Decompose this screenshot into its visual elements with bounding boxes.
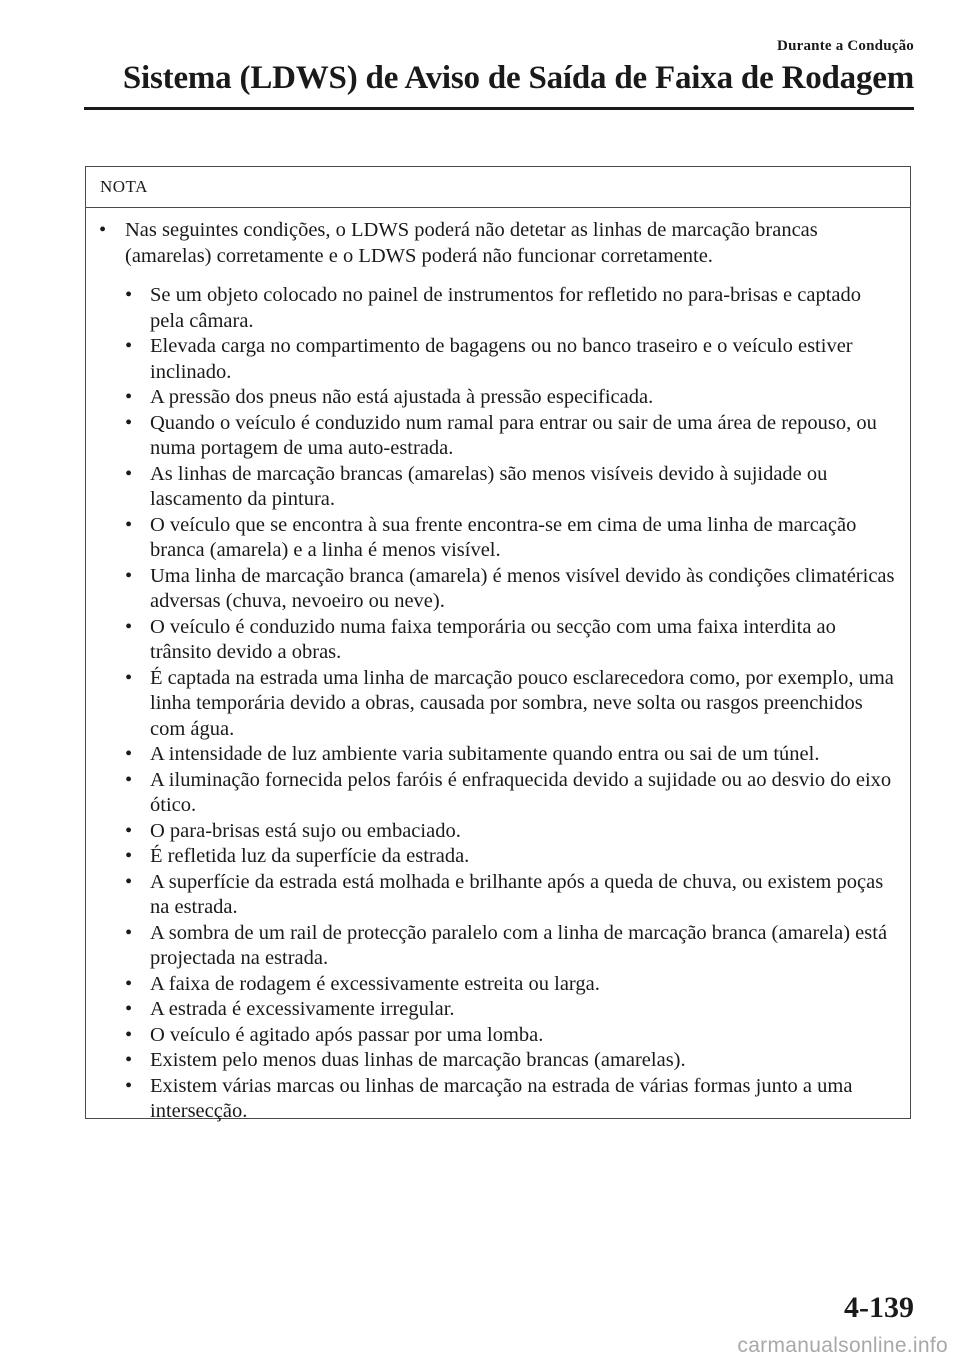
list-item: • Se um objeto colocado no painel de instrumentos for refletido no para-brisas e captado pela câmara. [86,283,896,334]
list-item: • A superfície da estrada está molhada e brilhante após a queda de chuva, ou existem poças na estrada. [86,870,896,921]
list-item: • A sombra de um rail de protecção paralelo com a linha de marcação branca (amarela) está projectada na estrada. [86,921,896,972]
list-item: • O veículo é agitado após passar por uma lomba. [86,1023,896,1049]
list-item: • O veículo que se encontra à sua frente encontra-se em cima de uma linha de marcação branca (amarela) e a linha é menos visível. [86,513,896,564]
watermark: carmanualsonline.info [737,1334,948,1357]
running-head: Durante a Condução [777,38,914,54]
intro-bullet-icon: • [99,219,107,241]
page-number: 4-139 [844,1291,914,1324]
note-box [85,166,911,1122]
list-item: • É captada na estrada uma linha de marcação pouco esclarecedora como, por exemplo, uma linha temporária devido a obras, causada por sombra, neve solta ou rasgos preenchidos com água. [86,666,896,743]
note-label: NOTA [86,167,910,208]
list-item: • O veículo é conduzido numa faixa temporária ou secção com uma faixa interdita ao trânsito devido a obras. [86,615,896,666]
intro-text: Nas seguintes condições, o LDWS poderá não detetar as linhas de marcação brancas (amarelas) corretamente e o LDWS poderá não funcionar corretamente. [125,219,818,267]
list-item: • É refletida luz da superfície da estrada. [86,844,896,870]
list-item: • O para-brisas está sujo ou embaciado. [86,819,896,845]
list-item: • Uma linha de marcação branca (amarela) é menos visível devido às condições climatéricas adversas (chuva, nevoeiro ou neve). [86,564,896,615]
list-item: • A intensidade de luz ambiente varia subitamente quando entra ou sai de um túnel. [86,742,896,768]
condition-list [86,283,896,1125]
title-rule [84,107,914,110]
note-body [86,208,910,1125]
list-item: • A estrada é excessivamente irregular. [86,997,896,1023]
note-intro [86,218,896,269]
page-title: Sistema (LDWS) de Aviso de Saída de Faixa de Rodagem [122,60,914,96]
list-item: • As linhas de marcação brancas (amarelas) são menos visíveis devido à sujidade ou lascamento da pintura. [86,462,896,513]
list-item: • A faixa de rodagem é excessivamente estreita ou larga. [86,972,896,998]
list-item: • A iluminação fornecida pelos faróis é enfraquecida devido a sujidade ou ao desvio do eixo ótico. [86,768,896,819]
list-item: • Existem várias marcas ou linhas de marcação na estrada de várias formas junto a uma intersecção. [86,1074,896,1125]
list-item: • A pressão dos pneus não está ajustada à pressão especificada. [86,385,896,411]
list-item: • Existem pelo menos duas linhas de marcação brancas (amarelas). [86,1048,896,1074]
list-item: • Quando o veículo é conduzido num ramal para entrar ou sair de uma área de repouso, ou numa portagem de uma auto-estrada. [86,411,896,462]
list-item: • Elevada carga no compartimento de bagagens ou no banco traseiro e o veículo estiver inclinado. [86,334,896,385]
